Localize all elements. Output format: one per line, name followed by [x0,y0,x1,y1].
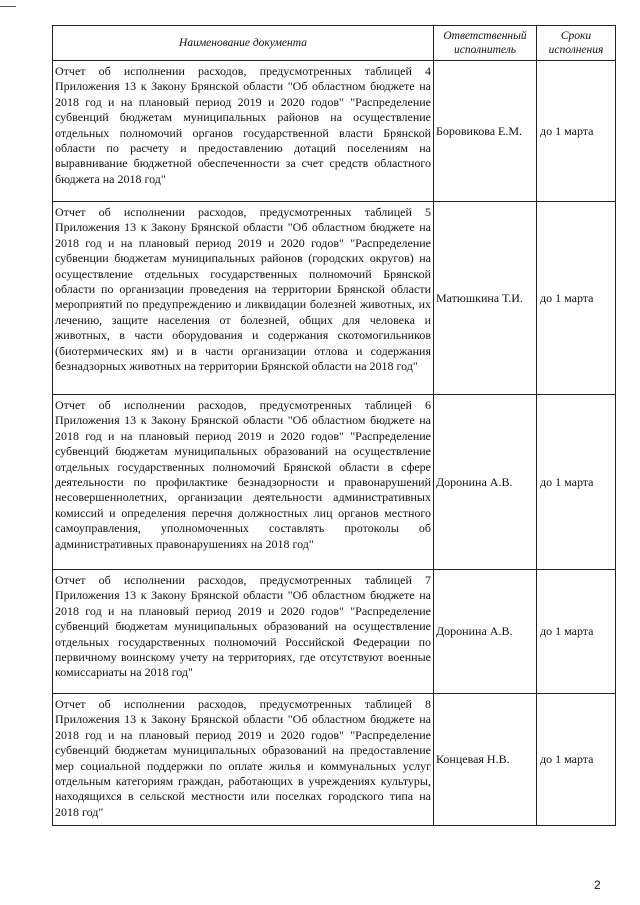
table-row [53,395,616,570]
page-number: 2 [594,878,601,892]
responsible-cell: Доронина А.В. [434,570,537,694]
responsible-cell: Концевая Н.В. [434,694,537,826]
table-row [53,202,616,395]
deadline-cell: до 1 марта [537,570,616,694]
document-name-cell: Отчет об исполнении расходов, предусмотренных таблицей 6 Приложения 13 к Закону Брянской области "Об областном бюджете на 2018 год и на плановый период 2019 и 2020 годов" "Распределение субвенций бюджетам муниципальных образований на осуществление отдельных государственных полномочий Брянской области в сфере деятельности по профилактике безнадзорности и правонарушений несовершеннолетних, организации деятельности административных комиссий и определения перечня должностных лиц органов местного самоуправления, уполномоченных составлять протоколы об административных правонарушениях на 2018 год" [53,395,434,570]
table-row [53,61,616,202]
header-document-name: Наименование документа [53,26,434,61]
document-name-cell: Отчет об исполнении расходов, предусмотренных таблицей 7 Приложения 13 к Закону Брянской области "Об областном бюджете на 2018 год и на плановый период 2019 и 2020 годов" "Распределение субвенций бюджетам муниципальных образований на осуществление отдельных государственных полномочий Российской Федерации по первичному воинскому учету на территориях, где отсутствуют военные комиссариаты на 2018 год" [53,570,434,694]
deadline-cell: до 1 марта [537,395,616,570]
responsible-cell: Боровикова Е.М. [434,61,537,202]
document-name-cell: Отчет об исполнении расходов, предусмотренных таблицей 8 Приложения 13 к Закону Брянской области "Об областном бюджете на 2018 год и на плановый период 2019 и 2020 годов" "Распределение субвенций бюджетам муниципальных образований на предоставление мер социальной поддержки по оплате жилья и коммунальных услуг отдельным категориям граждан, работающих в учреждениях культуры, находящихся в сельской местности или поселках городского типа на 2018 год" [53,694,434,826]
responsible-cell: Доронина А.В. [434,395,537,570]
deadline-cell: до 1 марта [537,61,616,202]
document-schedule-table [52,25,616,826]
deadline-cell: до 1 марта [537,694,616,826]
table-header-row [53,26,616,61]
document-name-cell: Отчет об исполнении расходов, предусмотренных таблицей 5 Приложения 13 к Закону Брянской области "Об областном бюджете на 2018 год и на плановый период 2019 и 2020 годов" "Распределение субвенции бюджетам муниципальных районов (городских округов) на осуществление отдельных государственных полномочий Брянской области по организации проведения на территории Брянской области мероприятий по предупреждению и ликвидации болезней животных, их лечению, защите населения от болезней, общих для человека и животных, в части оборудования и содержания скотомогильников (биотермических ям) и в части организации отлова и содержания безнадзорных животных на территории Брянской области на 2018 год" [53,202,434,395]
table-row [53,570,616,694]
header-deadline: Сроки исполнения [537,26,616,61]
deadline-cell: до 1 марта [537,202,616,395]
table-row [53,694,616,826]
responsible-cell: Матюшкина Т.И. [434,202,537,395]
header-responsible: Ответственный исполнитель [434,26,537,61]
document-name-cell: Отчет об исполнении расходов, предусмотренных таблицей 4 Приложения 13 к Закону Брянской области "Об областном бюджете на 2018 год и на плановый период 2019 и 2020 годов" "Распределение субвенций бюджетам муниципальных районов на осуществление отдельных полномочий органов государственной власти Брянской области по расчету и предоставлению дотаций поселениям на выравнивание бюджетной обеспеченности за счет средств областного бюджета на 2018 год" [53,61,434,202]
scan-edge-mark [0,6,16,7]
